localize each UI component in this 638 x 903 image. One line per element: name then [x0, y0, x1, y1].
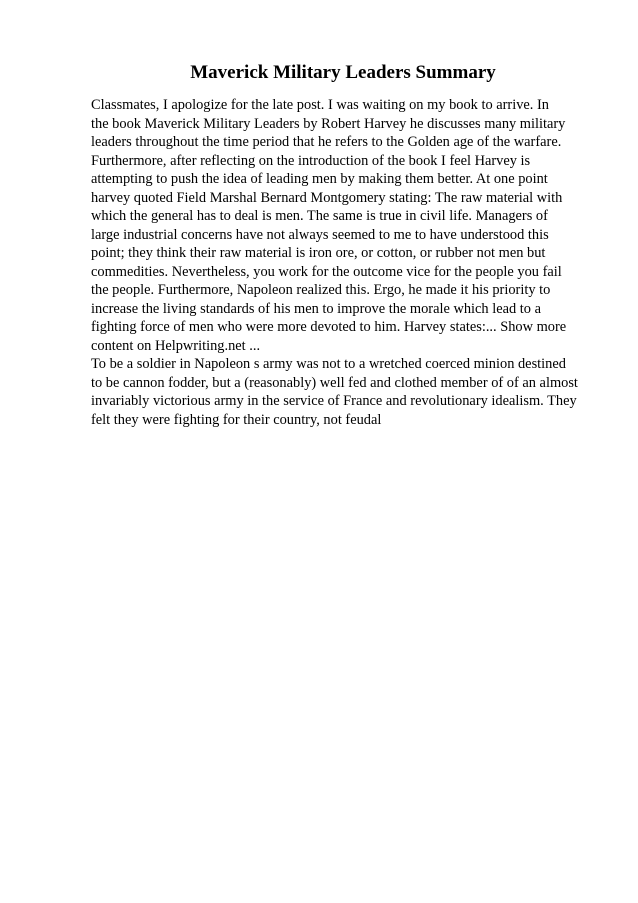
body-line-5: attempting to push the idea of leading men by making them better. At one point: [91, 171, 548, 187]
body-line-18: felt they were fighting for their country, not feudal: [91, 411, 382, 428]
body-line-13: fighting force of men who were more devoted to him. Harvey states:... Show more: [91, 319, 567, 335]
body-line-7: which the general has to deal is men. The same is true in civil life. Managers of: [91, 208, 548, 224]
body-line-12: increase the living standards of his men to improve the morale which lead to a: [91, 300, 541, 317]
body-line-10: commedities. Nevertheless, you work for the outcome vice for the people you fail: [91, 263, 562, 280]
body-line-6: harvey quoted Field Marshal Bernard Montgomery stating: The raw material with: [91, 189, 563, 206]
body-line-1: Classmates, I apologize for the late post. I was waiting on my book to arrive. In: [91, 97, 549, 113]
body-line-15: To be a soldier in Napoleon s army was not to a wretched coerced minion destined: [91, 356, 566, 372]
body-line-14: content on Helpwriting.net ...: [91, 337, 261, 354]
body-line-3: leaders throughout the time period that he refers to the Golden age of the warfare.: [91, 134, 562, 150]
body-line-11: the people. Furthermore, Napoleon realized this. Ergo, he made it his priority to: [91, 282, 551, 298]
document-body: [91, 96, 611, 429]
body-line-9: point; they think their raw material is iron ore, or cotton, or rubber not men but: [91, 245, 546, 261]
body-line-8: large industrial concerns have not always seemed to me to have understood this: [91, 226, 549, 243]
document-title: Maverick Military Leaders Summary: [190, 62, 496, 83]
body-line-4: Furthermore, after reflecting on the introduction of the book I feel Harvey is: [91, 152, 531, 169]
body-line-16: to be cannon fodder, but a (reasonably) well fed and clothed member of of an almost: [91, 374, 578, 391]
body-line-2: the book Maverick Military Leaders by Robert Harvey he discusses many military: [91, 115, 566, 132]
body-line-17: invariably victorious army in the service of France and revolutionary idealism. They: [91, 393, 577, 409]
